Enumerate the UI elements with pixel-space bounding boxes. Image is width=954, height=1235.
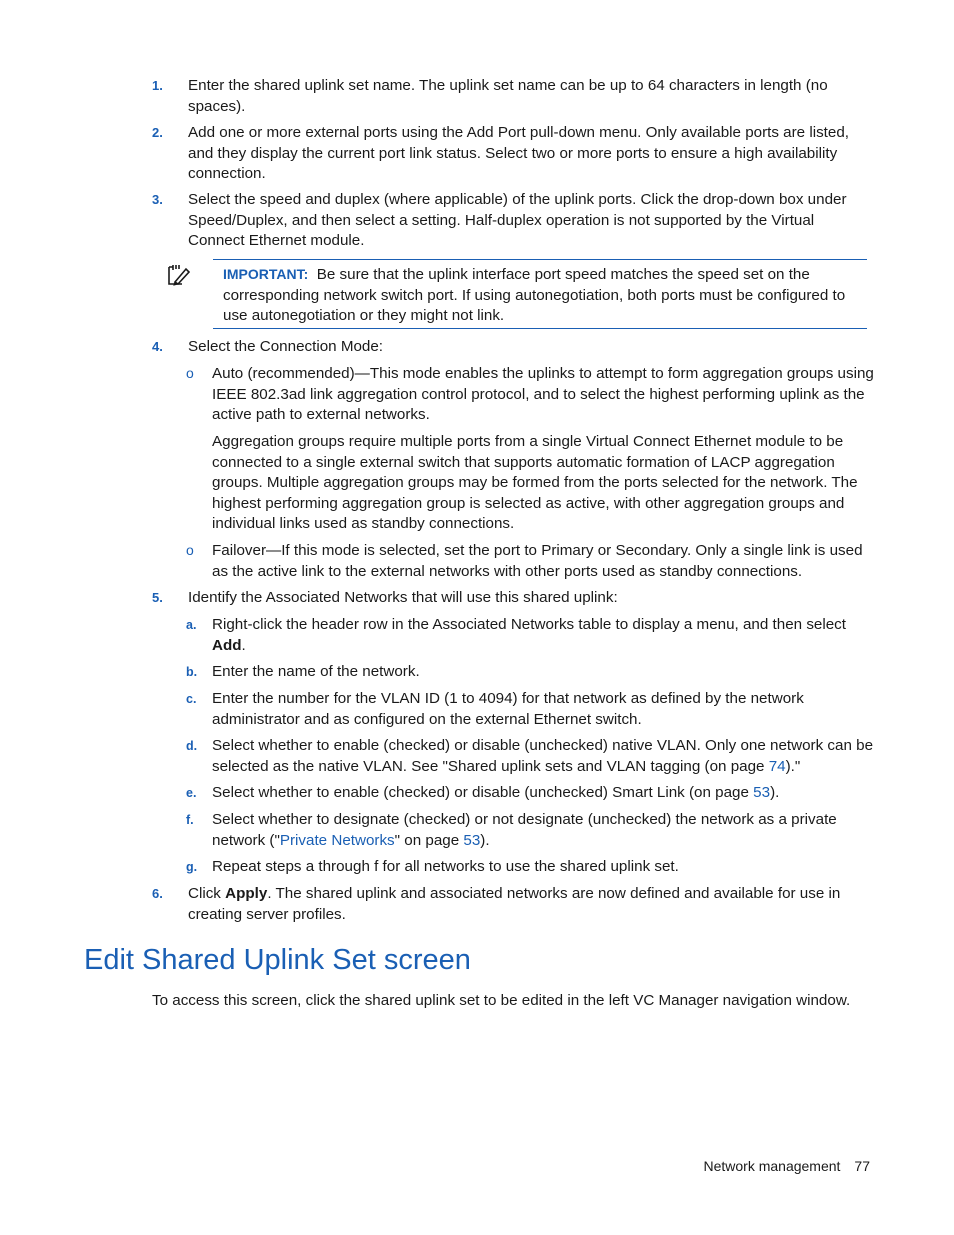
substep-text xyxy=(212,783,874,804)
step-text: Add one or more external ports using the Add Port pull-down menu. Only available ports are listed, and they display the current port link status. Select two or more ports to ensure a high availability connection. xyxy=(188,124,850,183)
substep-text: Enter the number for the VLAN ID (1 to 4094) for that network as defined by the network administrator and as configured on the external Ethernet switch. xyxy=(212,690,804,728)
step-number: 6. xyxy=(152,886,163,901)
mode-option-text: Aggregation groups require multiple ports from a single Virtual Connect Ethernet module to be connected to a single external switch that supports automatic formation of LACP aggregation groups. Multiple aggregation groups may be formed from the ports selected for the network. The highest performing aggregation group is selected as active, with other aggregation groups and individual links used as standby connections. xyxy=(212,433,858,533)
text-part: . xyxy=(241,636,246,654)
mode-option-text: Failover—If this mode is selected, set the port to Primary or Secondary. Only a single link is used as the active link to the external networks with other ports used as standby connections. xyxy=(212,542,863,580)
bullet: o xyxy=(186,542,194,558)
substep-letter: c. xyxy=(186,692,197,706)
step-number: 1. xyxy=(152,78,163,93)
page-link-53[interactable]: 53 xyxy=(463,831,481,849)
important-label: IMPORTANT: xyxy=(223,266,309,282)
text-part: ). xyxy=(480,831,490,849)
substep-text xyxy=(212,810,874,851)
step-text xyxy=(188,884,873,925)
important-note-text xyxy=(223,264,863,327)
page-footer xyxy=(640,1158,870,1174)
substep-letter: e. xyxy=(186,786,197,800)
substep-text xyxy=(212,736,874,777)
text-part: )." xyxy=(785,757,801,775)
text-part: Click xyxy=(188,885,226,902)
text-part: ). xyxy=(770,784,780,801)
text-part: Select whether to enable (checked) or disable (unchecked) native VLAN. Only one network can be selected as the native VLAN. See "Shared uplink sets and VLAN tagging (on page xyxy=(212,737,874,775)
text-part: Select whether to designate (checked) or not designate (unchecked) the network as a private network (" xyxy=(212,811,837,849)
ui-term-add: Add xyxy=(212,636,242,654)
substep-letter: b. xyxy=(186,665,198,679)
important-note-icon xyxy=(166,263,190,287)
substep-letter: g. xyxy=(186,860,198,874)
substep-text: Repeat steps a through f for all networks to use the shared uplink set. xyxy=(212,858,679,875)
footer-section-name: Network management xyxy=(703,1158,841,1174)
important-body: Be sure that the uplink interface port speed matches the speed set on the corresponding network switch port. If using autonegotiation, both ports must be configured to use autonegotiation or they might not link. xyxy=(223,266,846,325)
substep-text xyxy=(212,615,874,656)
substep-letter: f. xyxy=(186,813,194,827)
step-text: Identify the Associated Networks that will use this shared uplink: xyxy=(188,589,618,606)
text-part: Select whether to enable (checked) or disable (unchecked) Smart Link (on page xyxy=(212,784,754,801)
step-number: 4. xyxy=(152,339,163,354)
text-part: " on page xyxy=(394,831,464,849)
step-text: Enter the shared uplink set name. The uplink set name can be up to 64 characters in length (no spaces). xyxy=(188,77,828,115)
section-intro: To access this screen, click the shared uplink set to be edited in the left VC Manager navigation window. xyxy=(152,992,851,1009)
step-text: Select the Connection Mode: xyxy=(188,338,384,355)
page-number: 77 xyxy=(854,1158,870,1174)
substep-text: Enter the name of the network. xyxy=(212,663,420,680)
step-text: Select the speed and duplex (where applicable) of the uplink ports. Click the drop-down box under Speed/Duplex, and then select a setting. Half-duplex operation is not supported by the Virtual Connect Ethernet module. xyxy=(188,191,847,250)
text-part: Right-click the header row in the Associated Networks table to display a menu, and then select xyxy=(212,616,846,633)
substep-letter: d. xyxy=(186,739,198,753)
page-link-53[interactable]: 53 xyxy=(753,784,771,801)
bullet: o xyxy=(186,365,194,381)
ui-term-apply: Apply xyxy=(225,885,268,902)
section-heading: Edit Shared Uplink Set screen xyxy=(84,944,471,976)
substep-letter: a. xyxy=(186,618,197,632)
step-number: 5. xyxy=(152,590,163,605)
page-link-74[interactable]: 74 xyxy=(768,757,786,775)
private-networks-link[interactable]: Private Networks xyxy=(279,831,395,849)
step-number: 2. xyxy=(152,125,163,140)
text-part: . The shared uplink and associated networks are now defined and available for use in creating server profiles. xyxy=(188,885,841,923)
step-number: 3. xyxy=(152,192,163,207)
mode-option-text: Auto (recommended)—This mode enables the uplinks to attempt to form aggregation groups using IEEE 802.3ad link aggregation control protocol, and to select the highest performing uplink as the active path to external networks. xyxy=(212,365,874,424)
important-note xyxy=(213,259,867,329)
